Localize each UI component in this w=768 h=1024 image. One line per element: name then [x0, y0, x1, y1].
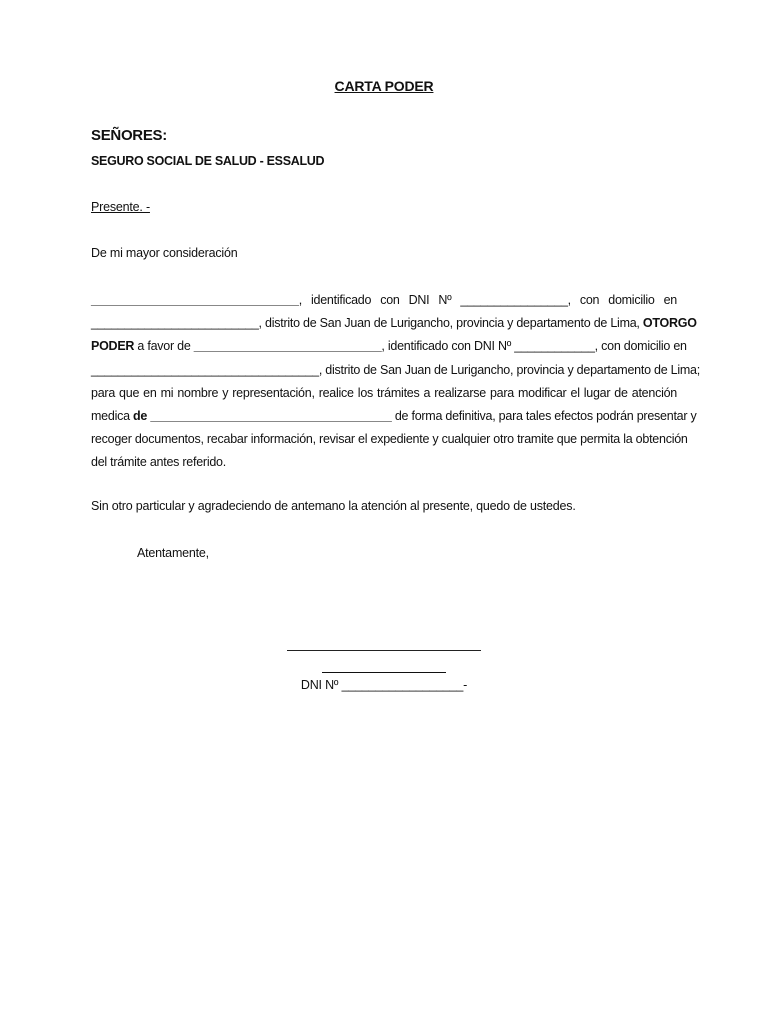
sign-off: Atentamente,: [137, 546, 209, 560]
body-text-segment: ____________________________: [193, 339, 382, 354]
body-line: [91, 289, 677, 312]
body-line: [91, 405, 697, 428]
body-text-segment: para que en mi nombre y representación, realice los trámites a realizarse para modificar el lugar de atención: [91, 385, 677, 400]
signature-line: [287, 650, 481, 651]
body-line: [91, 359, 700, 382]
body-text-segment: PODER: [91, 339, 135, 354]
body-text-segment: recoger documentos, recabar información, revisar el expediente y cualquier otro tramite que permita la obtención: [91, 432, 688, 447]
body-text-segment: OTORGO: [642, 316, 697, 331]
body-line: [91, 428, 688, 451]
addressee-salutation: SEÑORES:: [91, 127, 167, 144]
body-text-segment: a favor de: [134, 339, 194, 354]
greeting-line: De mi mayor consideración: [91, 246, 238, 260]
body-text-segment: de ____________________________________: [133, 408, 392, 423]
body-line: [91, 382, 677, 405]
closing-line: Sin otro particular y agradeciendo de antemano la atención al presente, quedo de ustedes.: [91, 499, 576, 513]
body-text-segment: _________________________, distrito de San Juan de Lurigancho, provincia y departamento de Lima,: [91, 316, 643, 331]
body-text-segment: de forma definitiva, para tales efectos podrán presentar y: [391, 408, 697, 423]
body-text-segment: del trámite antes referido.: [91, 455, 226, 470]
document-title: CARTA PODER: [334, 78, 434, 94]
body-text-segment: __________________________________, distrito de San Juan de Lurigancho, provincia y departamento de Lima;: [91, 362, 700, 377]
body-text-segment: _______________________________: [91, 293, 299, 307]
signature-name-line: [322, 672, 446, 673]
body-text-segment: , identificado con DNI Nº ________________, con domicilio en: [298, 293, 677, 307]
signature-dni-line: DNI Nº __________________-: [300, 678, 468, 692]
addressee-entity: SEGURO SOCIAL DE SALUD - ESSALUD: [91, 154, 325, 168]
presente-label: Presente. -: [91, 200, 150, 214]
body-text-segment: , identificado con DNI Nº ____________, con domicilio en: [381, 339, 687, 354]
body-paragraph: [91, 289, 700, 475]
body-text-segment: medica: [91, 408, 134, 423]
body-line: [91, 451, 677, 474]
body-line: [91, 335, 687, 358]
body-line: [91, 312, 697, 335]
